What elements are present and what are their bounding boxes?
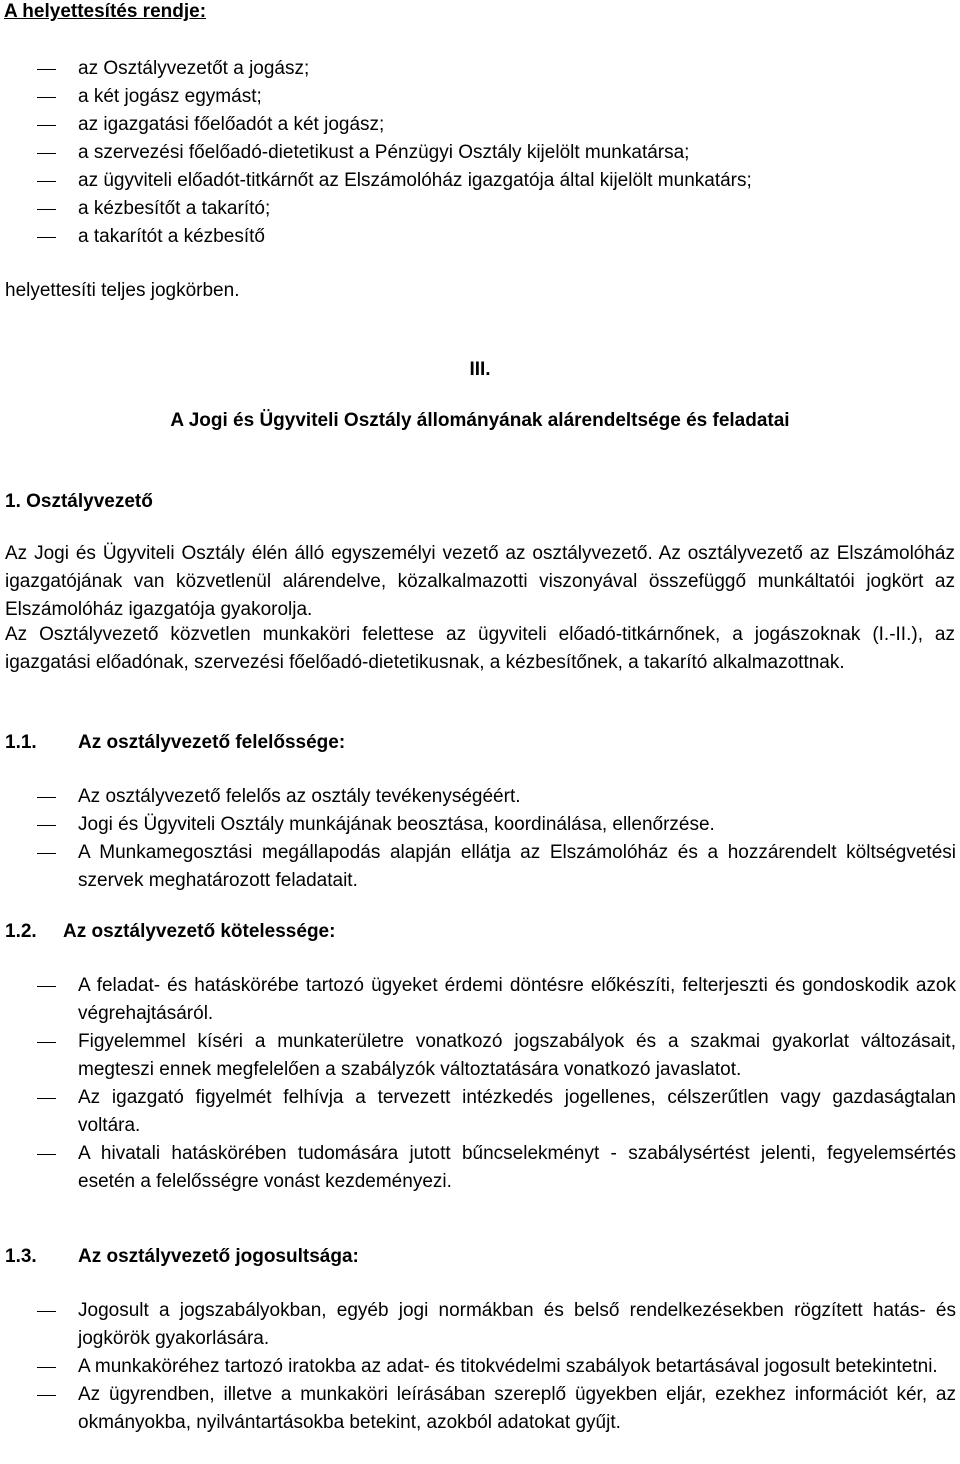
section-1-title: 1. Osztályvezető	[5, 491, 153, 512]
dash-bullet	[37, 986, 56, 987]
section-1-paragraph-1: Az Jogi és Ügyviteli Osztály élén álló egyszemélyi vezető az osztályvezető. Az osztályvezető az Elszámolóház igazgatójának van közvetlenül alárendelve, közalkalmazotti viszonyával összefüggő munkáltatói jogkört az Elszámolóház igazgatója gyakorolja.	[5, 543, 955, 620]
chapter-number: III.	[469, 359, 491, 380]
substitution-closing: helyettesíti teljes jogkörben.	[5, 280, 240, 301]
dash-bullet	[37, 825, 56, 826]
list-item: az Osztályvezetőt a jogász;	[0, 55, 960, 83]
list-item: A hivatali hatáskörében tudomására jutott bűncselekményt - szabálysértést jelenti, fegyelemsértés esetén a felelősségre vonást kezdeményezi.	[0, 1140, 960, 1196]
list-item: Az igazgató figyelmét felhívja a tervezett intézkedés jogellenes, célszerűtlen vagy gazdaságtalan voltára.	[0, 1084, 960, 1140]
substitution-list	[0, 55, 960, 251]
list-item: a kézbesítőt a takarító;	[0, 195, 960, 223]
subsection-1-1-heading	[5, 729, 345, 757]
subsection-1-2-heading	[5, 918, 335, 946]
list-item: Az ügyrendben, illetve a munkaköri leírásában szereplő ügyekben eljár, ezekhez információt kér, az okmányokba, nyilvántartásokba betekint, azokból adatokat gyűjt.	[0, 1381, 960, 1437]
subsection-1-3-heading	[5, 1243, 359, 1271]
entitlement-list	[0, 1297, 960, 1437]
dash-bullet	[37, 1367, 56, 1368]
dash-bullet	[37, 1311, 56, 1312]
list-item: a takarítót a kézbesítő	[0, 223, 960, 251]
section-1-paragraph-2: Az Osztályvezető közvetlen munkaköri felettese az ügyviteli előadó-titkárnőnek, a jogászoknak (I.-II.), az igazgatási előadónak, szervezési főelőadó-dietetikusnak, a kézbesítőnek, a takarító alkalmazottnak.	[5, 624, 955, 673]
dash-bullet	[37, 853, 56, 854]
dash-bullet	[37, 797, 56, 798]
list-item: a két jogász egymást;	[0, 83, 960, 111]
dash-bullet	[37, 125, 56, 126]
dash-bullet	[37, 1042, 56, 1043]
responsibility-list	[0, 783, 960, 895]
subsection-number: 1.1.	[5, 732, 37, 753]
list-item: az ügyviteli előadót-titkárnőt az Elszámolóház igazgatója által kijelölt munkatárs;	[0, 167, 960, 195]
list-item: A Munkamegosztási megállapodás alapján ellátja az Elszámolóház és a hozzárendelt költségvetési szervek meghatározott feladatait.	[0, 839, 960, 895]
duty-list	[0, 972, 960, 1196]
list-item: az igazgatási főelőadót a két jogász;	[0, 111, 960, 139]
subsection-number: 1.3.	[5, 1246, 37, 1267]
dash-bullet	[37, 209, 56, 210]
subsection-title: Az osztályvezető felelőssége:	[78, 732, 346, 753]
list-item: Az osztályvezető felelős az osztály tevékenységéért.	[0, 783, 960, 811]
substitution-heading: A helyettesítés rendje:	[4, 1, 207, 22]
dash-bullet	[37, 1098, 56, 1099]
chapter-title: A Jogi és Ügyviteli Osztály állományának alárendeltsége és feladatai	[170, 410, 790, 431]
dash-bullet	[37, 237, 56, 238]
list-item: Jogosult a jogszabályokban, egyéb jogi normákban és belső rendelkezésekben rögzített hatás- és jogkörök gyakorlására.	[0, 1297, 960, 1353]
dash-bullet	[37, 181, 56, 182]
subsection-title: Az osztályvezető kötelessége:	[63, 921, 336, 942]
list-item: Jogi és Ügyviteli Osztály munkájának beosztása, koordinálása, ellenőrzése.	[0, 811, 960, 839]
dash-bullet	[37, 97, 56, 98]
dash-bullet	[37, 1395, 56, 1396]
list-item: Figyelemmel kíséri a munkaterületre vonatkozó jogszabályok és a szakmai gyakorlat változásait, megteszi ennek megfelelően a szabályzók változtatására vonatkozó javaslatot.	[0, 1028, 960, 1084]
dash-bullet	[37, 1154, 56, 1155]
subsection-number: 1.2.	[5, 921, 37, 942]
list-item: A feladat- és hatáskörébe tartozó ügyeket érdemi döntésre előkészíti, felterjeszti és gondoskodik azok végrehajtásáról.	[0, 972, 960, 1028]
dash-bullet	[37, 153, 56, 154]
list-item: a szervezési főelőadó-dietetikust a Pénzügyi Osztály kijelölt munkatársa;	[0, 139, 960, 167]
subsection-title: Az osztályvezető jogosultsága:	[78, 1246, 359, 1267]
dash-bullet	[37, 69, 56, 70]
list-item: A munkaköréhez tartozó iratokba az adat- és titokvédelmi szabályok betartásával jogosult betekintetni.	[0, 1353, 960, 1381]
